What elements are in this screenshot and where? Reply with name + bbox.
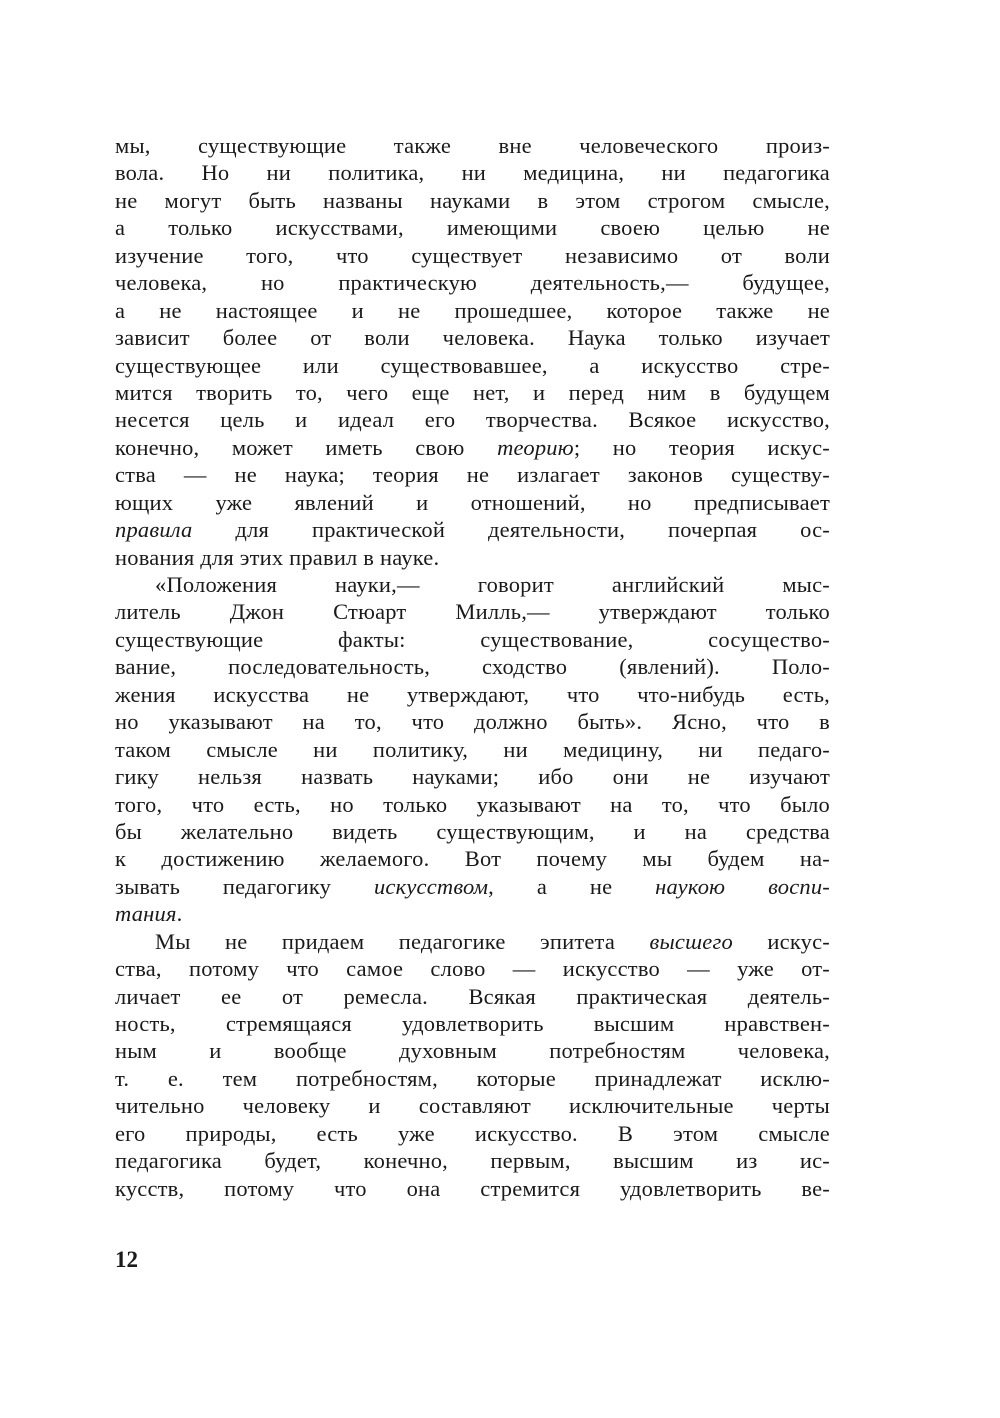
text-segment: кусств, потому что она стремится удовлетворить ве- [115, 1175, 830, 1201]
text-line [115, 928, 830, 955]
text-segment: чительно человеку и составляют исключительные черты [115, 1093, 830, 1119]
text-line [115, 159, 830, 186]
text-segment: ющих уже явлений и отношений, но предписывает [115, 489, 830, 515]
text-line [115, 269, 830, 296]
text-segment: , а не [488, 873, 656, 899]
text-segment: . [176, 901, 183, 927]
text-line [115, 653, 830, 680]
text-line [115, 406, 830, 433]
text-segment: но указывают на то, что должно быть». Ясно, что в [115, 709, 830, 735]
italic-emphasis: теорию [497, 434, 574, 460]
text-line [115, 681, 830, 708]
text-segment: ность, стремящаяся удовлетворить высшим нравствен- [115, 1011, 830, 1036]
text-segment: существующее или существовавшее, а искусство стре- [115, 352, 830, 378]
text-line [115, 1147, 830, 1174]
text-segment: ства — не наука; теория не излагает законов существу- [115, 462, 830, 488]
text-segment: изучение того, что существует независимо от воли [115, 242, 830, 268]
text-line [115, 242, 830, 269]
text-segment: вание, последовательность, сходство (явлений). Поло- [115, 654, 830, 680]
text-segment: вола. Но ни политика, ни медицина, ни педагогика [115, 160, 830, 186]
page-number: 12 [115, 1247, 138, 1272]
text-line [115, 1037, 830, 1064]
text-segment: зывать педагогику [115, 873, 374, 899]
text-segment: мы, существующие также вне человеческого произ- [115, 133, 830, 158]
italic-emphasis: правила [115, 517, 193, 543]
text-segment: а не настоящее и не прошедшее, которое также не [115, 297, 830, 323]
text-line [115, 187, 830, 214]
text-segment: к достижению желаемого. Вот почему мы будем на- [115, 846, 830, 872]
italic-emphasis: наукою воспи- [655, 873, 830, 899]
text-segment: конечно, может иметь свою [115, 434, 498, 460]
text-line [115, 845, 830, 872]
text-segment: нования для этих правил в науке. [115, 544, 440, 570]
text-segment: Мы не придаем педагогике эпитета [155, 928, 650, 954]
text-segment: существующие факты: существование, сосущество- [115, 626, 830, 652]
text-segment: зависит более от воли человека. Наука только изучает [115, 325, 830, 351]
text-segment: его природы, есть уже искусство. В этом смысле [115, 1120, 830, 1146]
text-segment: личает ее от ремесла. Всякая практическая деятель- [115, 983, 830, 1009]
text-line [115, 955, 830, 982]
italic-emphasis: высшего [649, 928, 733, 954]
text-segment: искус- [732, 928, 830, 954]
text-segment: педагогика будет, конечно, первым, высшим из ис- [115, 1148, 830, 1174]
text-segment: ства, потому что самое слово — искусство — уже от- [115, 956, 830, 982]
text-line [115, 1010, 830, 1037]
text-line [115, 461, 830, 488]
text-line [115, 324, 830, 351]
text-line [115, 791, 830, 818]
text-segment: несется цель и идеал его творчества. Всякое искусство, [115, 407, 830, 433]
text-line [115, 598, 830, 625]
text-segment: литель Джон Стюарт Милль,— утверждают только [115, 599, 830, 625]
book-page-text [115, 132, 830, 1202]
text-line [115, 1092, 830, 1119]
text-segment: гику нельзя назвать науками; ибо они не изучают [115, 764, 830, 790]
text-segment: не могут быть названы науками в этом строгом смысле, [115, 187, 830, 213]
text-segment: жения искусства не утверждают, что что-нибудь есть, [115, 681, 830, 707]
text-line [115, 763, 830, 790]
text-segment: т. е. тем потребностям, которые принадлежат исклю- [115, 1065, 830, 1091]
text-line [115, 516, 830, 543]
text-line [115, 900, 830, 927]
text-line [115, 571, 830, 598]
text-segment: для практической деятельности, почерпая ос- [192, 517, 830, 543]
text-segment: «Положения науки,— говорит английский мыс- [155, 572, 830, 597]
text-segment: того, что есть, но только указывают на то, что было [115, 791, 830, 817]
text-segment: бы желательно видеть существующим, и на средства [115, 818, 830, 844]
text-line [115, 434, 830, 461]
text-segment: ; но теория искус- [573, 434, 830, 460]
text-segment: таком смысле ни политику, ни медицину, ни педаго- [115, 736, 830, 762]
text-line [115, 379, 830, 406]
text-line [115, 214, 830, 241]
text-segment: мится творить то, чего еще нет, и перед ним в будущем [115, 379, 830, 405]
text-line [115, 132, 830, 159]
text-line [115, 1175, 830, 1202]
italic-emphasis: искусством [373, 873, 489, 899]
text-segment: а только искусствами, имеющими своею целью не [115, 215, 830, 241]
text-line [115, 1120, 830, 1147]
text-line [115, 983, 830, 1010]
text-line [115, 873, 830, 900]
text-line [115, 818, 830, 845]
text-line [115, 544, 830, 571]
text-line [115, 352, 830, 379]
text-line [115, 297, 830, 324]
text-line [115, 626, 830, 653]
text-line [115, 1065, 830, 1092]
italic-emphasis: тания [115, 901, 177, 927]
text-line [115, 708, 830, 735]
text-line [115, 489, 830, 516]
text-segment: ным и вообще духовным потребностям человека, [115, 1038, 830, 1064]
text-line [115, 736, 830, 763]
text-segment: человека, но практическую деятельность,— будущее, [115, 270, 830, 296]
